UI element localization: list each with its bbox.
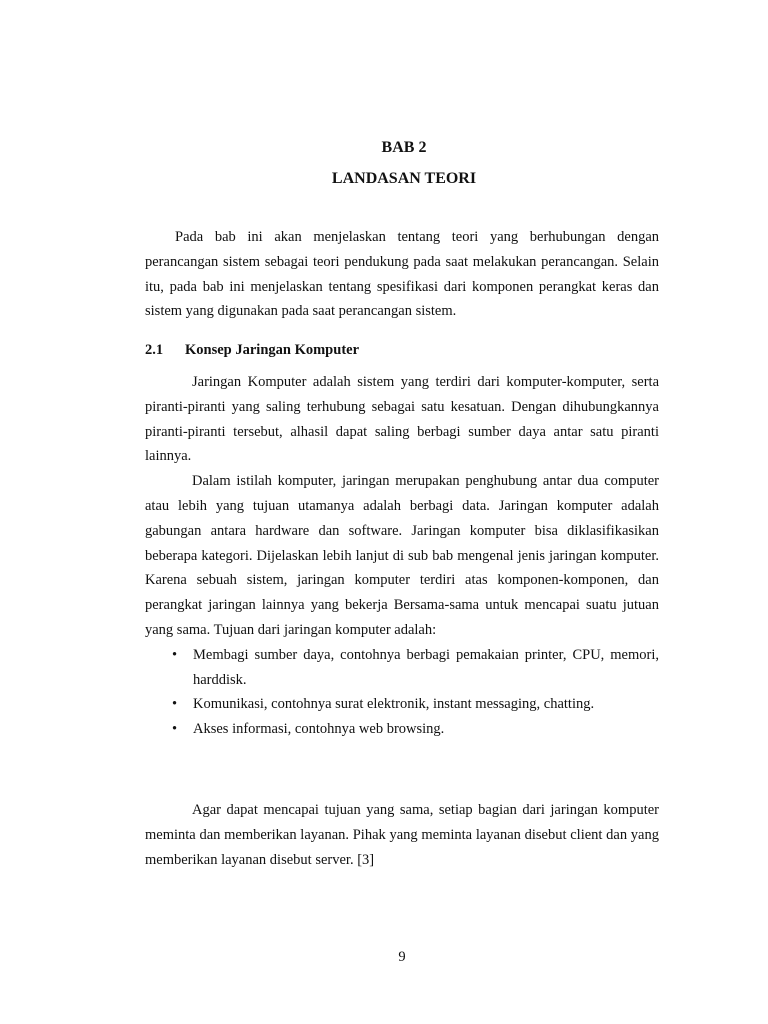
section-heading (145, 340, 359, 360)
chapter-label: BAB 2 (381, 139, 427, 156)
list-item (145, 717, 659, 742)
section-title: Konsep Jaringan Komputer (185, 342, 360, 358)
page-number: 9 (398, 949, 406, 965)
chapter-title: LANDASAN TEORI (331, 170, 477, 187)
closing-section (145, 798, 659, 872)
bullet-icon: • (172, 721, 178, 738)
paragraph-definition: Jaringan Komputer adalah sistem yang terdiri dari komputer-komputer, serta piranti-piranti yang saling terhubung sebagai satu kesatuan. Dengan dihubungkannya piranti-piranti tersebut, alhasil dapat saling berbagi sumber daya antar satu piranti lainnya. (145, 374, 659, 465)
list-item-text: Akses informasi, contohnya web browsing. (193, 721, 445, 738)
list-item-text: Komunikasi, contohnya surat elektronik, instant messaging, chatting. (193, 696, 595, 713)
section-number: 2.1 (145, 342, 164, 358)
bullet-icon: • (172, 696, 178, 713)
section-body (145, 370, 659, 742)
paragraph-purpose: Dalam istilah komputer, jaringan merupakan penghubung antar dua computer atau lebih yang tujuan utamanya adalah berbagi data. Jaringan komputer adalah gabungan antara hardware dan software. Jaringan komputer bisa diklasifikasikan beberapa kategori. Dijelaskan lebih lanjut di sub bab mengenal jenis jaringan komputer. Karena sebuah sistem, jaringan komputer terdiri atas komponen-komponen, dan perangkat jaringan lainnya yang bekerja Bersama-sama untuk mencapai suatu jutuan yang sama. Tujuan dari jaringan komputer adalah: (145, 473, 659, 638)
intro-section (145, 225, 659, 324)
list-item (145, 692, 659, 717)
intro-paragraph: Pada bab ini akan menjelaskan tentang teori yang berhubungan dengan perancangan sistem sebagai teori pendukung pada saat melakukan perancangan. Selain itu, pada bab ini menjelaskan tentang spesifikasi dari komponen perangkat keras dan sistem yang digunakan pada saat perancangan sistem. (145, 229, 659, 320)
goals-list (145, 643, 659, 742)
list-item-text: Membagi sumber daya, contohnya berbagi pemakaian printer, CPU, memori, harddisk. (193, 646, 659, 688)
list-item (145, 643, 659, 693)
closing-paragraph: Agar dapat mencapai tujuan yang sama, setiap bagian dari jaringan komputer meminta dan memberikan layanan. Pihak yang meminta layanan disebut client dan yang memberikan layanan disebut server. [3] (145, 802, 659, 868)
bullet-icon: • (172, 646, 178, 663)
